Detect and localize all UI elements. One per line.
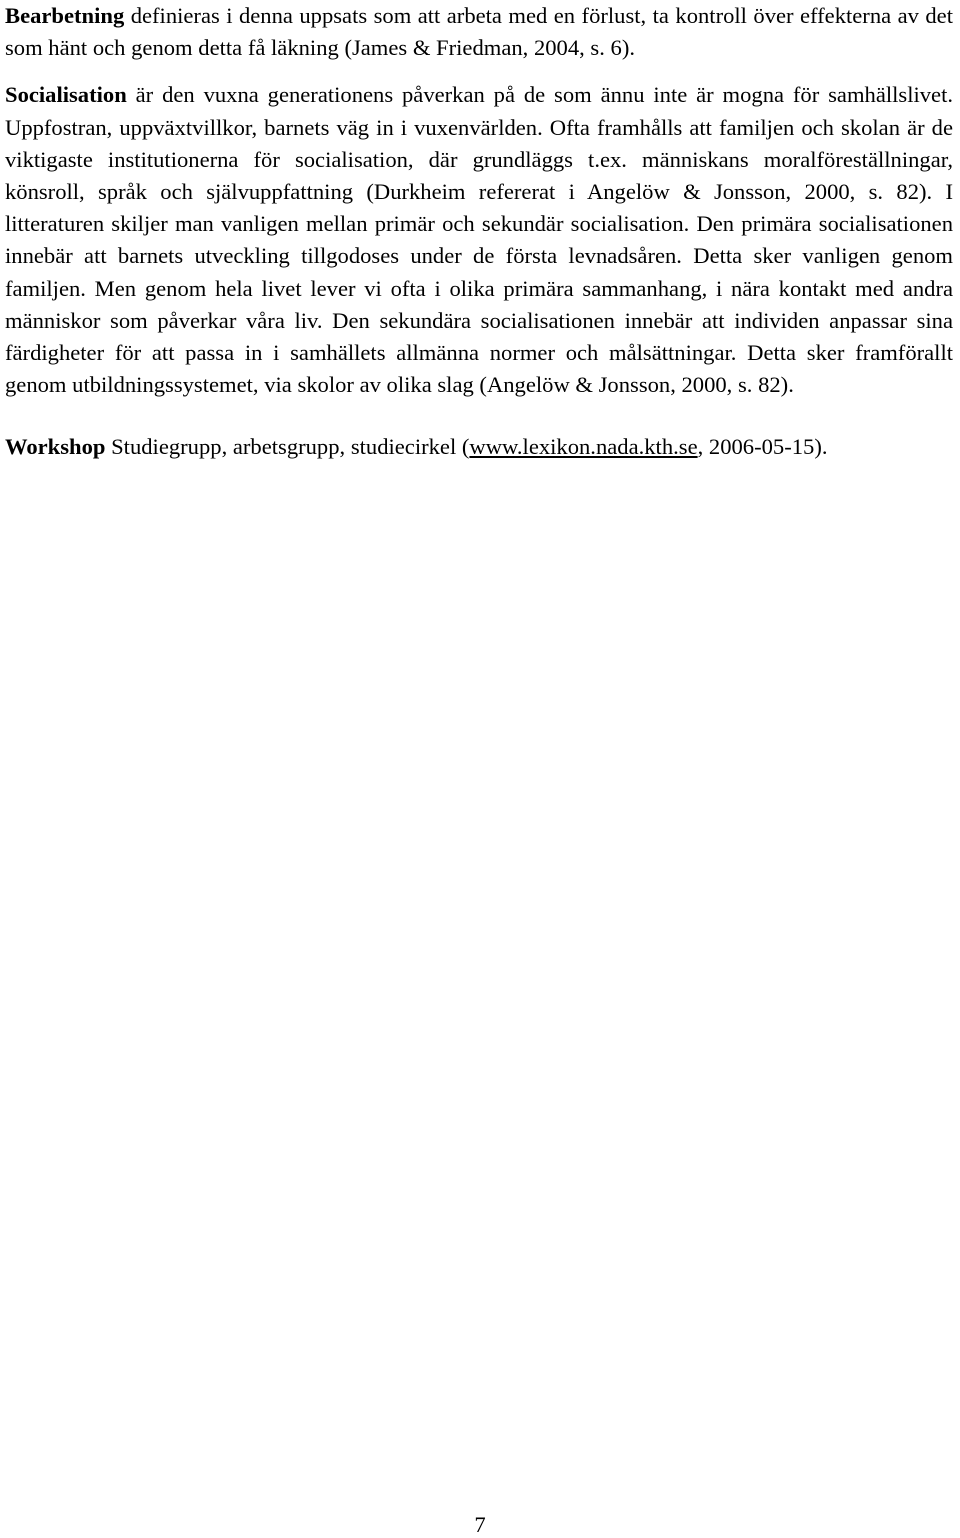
definition-workshop-text-end: , 2006-05-15). [697,434,828,460]
term-bearbetning: Bearbetning [5,3,125,28]
definition-socialisation [5,79,953,401]
definition-bearbetning [5,0,953,64]
term-workshop: Workshop [5,434,106,460]
term-socialisation: Socialisation [5,82,127,108]
source-link[interactable]: www.lexikon.nada.kth.se [469,434,698,460]
document-page [5,0,953,464]
page-number: 7 [474,1512,486,1537]
definition-socialisation-text: är den vuxna generationens påverkan på de som ännu inte är mogna för samhällslivet. Uppfostran, uppväxtvillkor, barnets väg in i vuxenvärlden. Ofta framhålls att familjen och skolan är de viktigaste institutionerna för socialisation, där grundläggs t.ex. människans moralföreställningar, könsroll, språk och självuppfattning (Durkheim refererat i Angelöw & Jonsson, 2000, s. 82). I litteraturen skiljer man vanligen mellan primär och sekundär socialisation. Den primära socialisationen innebär att barnets utveckling tillgodoses under de första levnadsåren. Detta sker vanligen genom familjen. Men genom hela livet lever vi ofta i olika primära sammanhang, i nära kontakt med andra människor som påverkar våra liv. Den sekundära socialisationen innebär att individen anpassar sina färdigheter för att passa in i samhällets allmänna normer och målsättningar. Detta sker framförallt genom utbildningssystemet, via skolor av olika slag (Angelöw & Jonsson, 2000, s. 82). [5,82,953,398]
definition-workshop-text: Studiegrupp, arbetsgrupp, studiecirkel ( [105,434,470,460]
definition-workshop [5,431,953,463]
definition-bearbetning-text: definieras i denna uppsats som att arbeta med en förlust, ta kontroll över effekterna av det som hänt och genom detta få läkning (James & Friedman, 2004, s. 6). [5,3,953,61]
